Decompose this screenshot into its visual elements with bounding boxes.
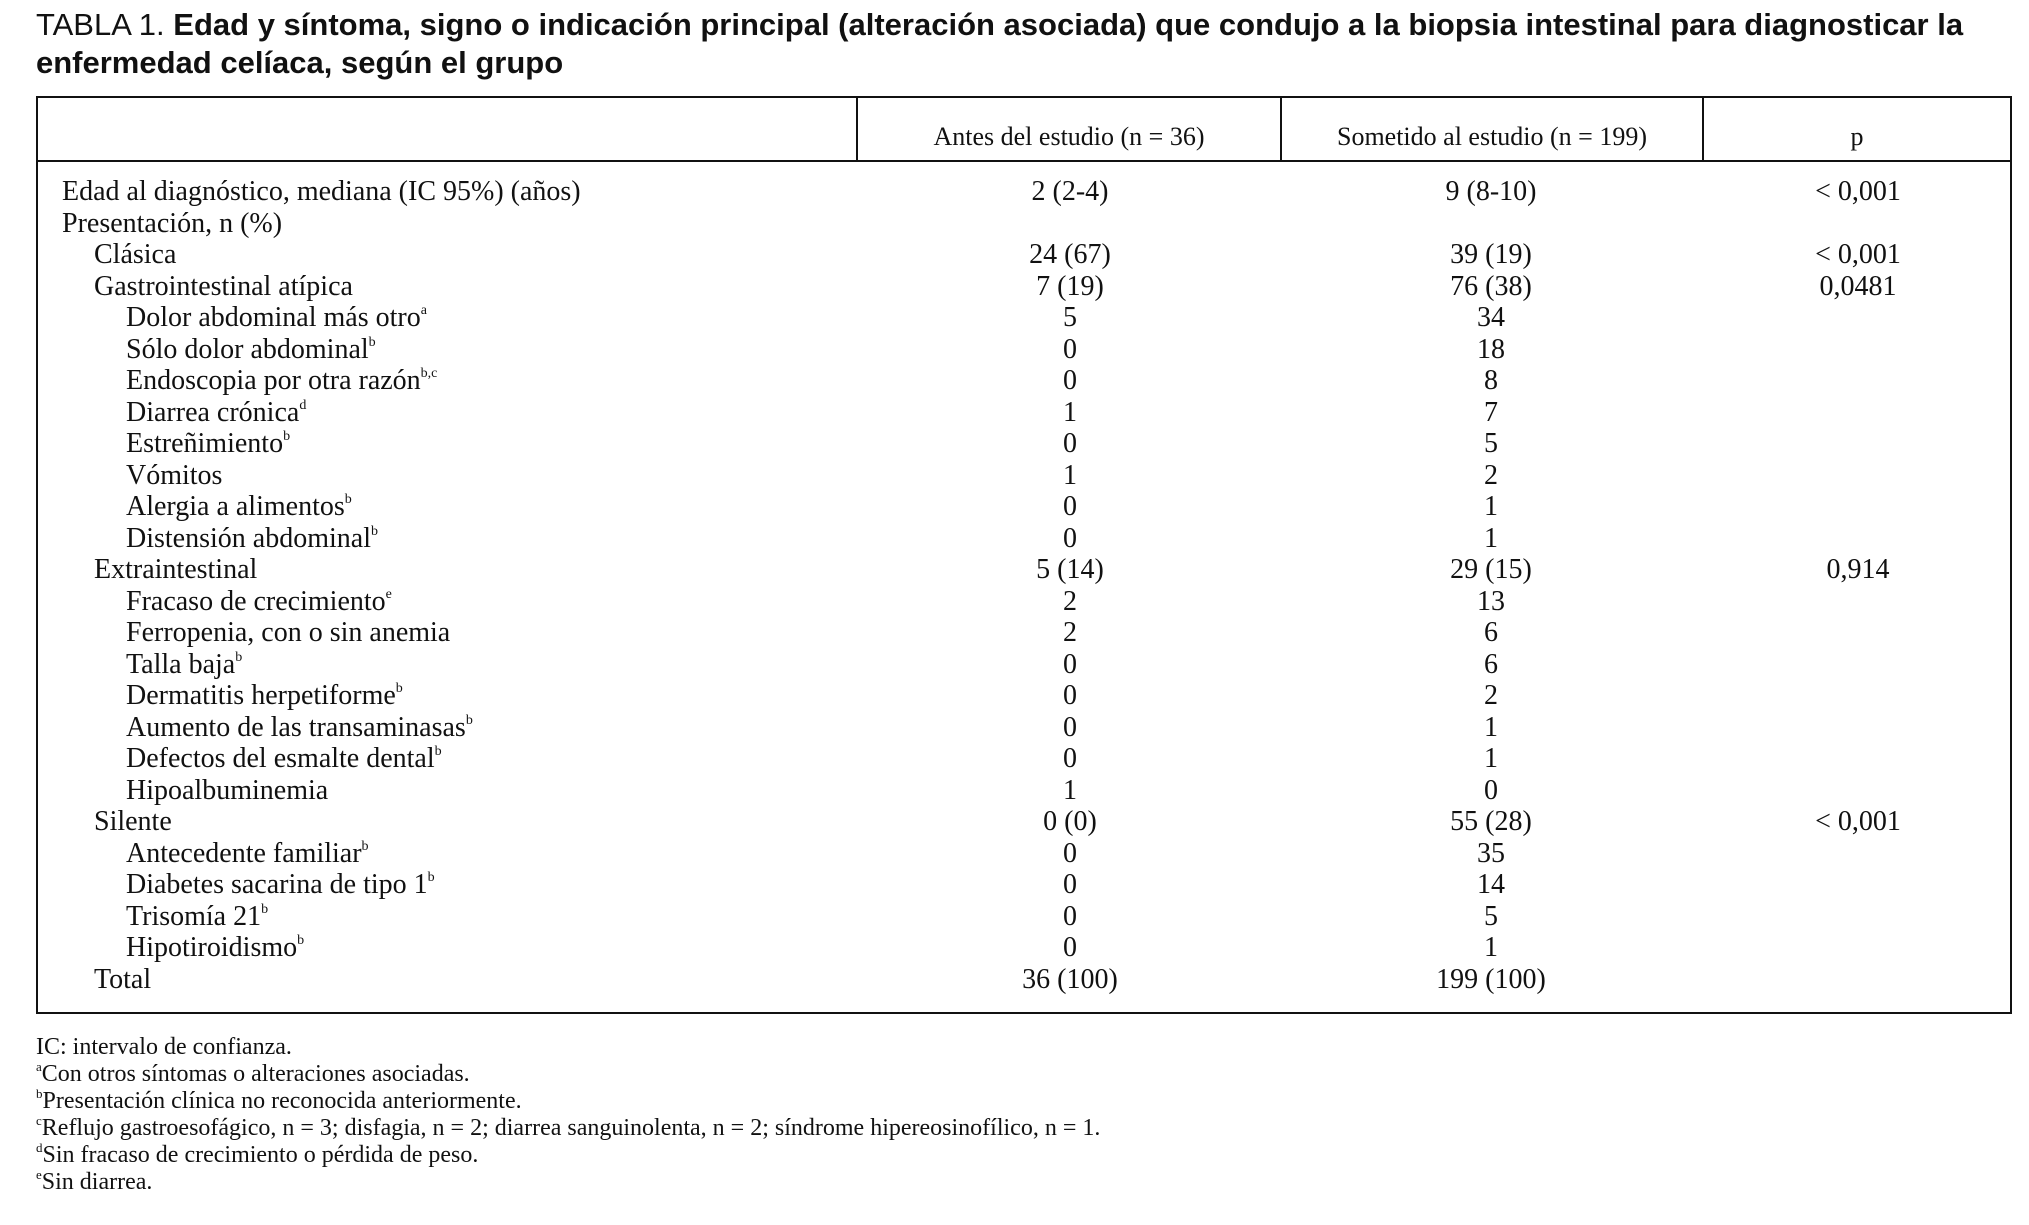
row-label-text: Vómitos bbox=[126, 459, 223, 491]
row-label-text: Clásica bbox=[94, 239, 177, 270]
row-label bbox=[94, 239, 176, 271]
value-antes: 36 (100) bbox=[1022, 963, 1118, 995]
value-antes: 0 bbox=[1063, 932, 1077, 963]
footnote-text: Presentación clínica no reconocida anteriormente. bbox=[42, 1088, 522, 1114]
table-row bbox=[38, 271, 2010, 303]
row-label-text: Gastrointestinal atípica bbox=[94, 270, 353, 302]
value-sometido: 2 bbox=[1484, 680, 1498, 711]
table-row bbox=[38, 617, 2010, 649]
table-row bbox=[38, 523, 2010, 555]
footnote-text: Con otros síntomas o alteraciones asociadas. bbox=[41, 1061, 470, 1087]
value-p: 0,914 bbox=[1826, 554, 1890, 585]
row-label-text: Ferropenia, con o sin anemia bbox=[126, 617, 451, 648]
value-antes: 5 bbox=[1063, 302, 1077, 333]
value-antes: 2 bbox=[1063, 617, 1077, 648]
table-row bbox=[38, 302, 2010, 334]
footnote-marker: b,c bbox=[420, 366, 438, 381]
value-sometido: 29 (15) bbox=[1450, 554, 1532, 585]
footnote-text: IC: intervalo de confianza. bbox=[36, 1034, 292, 1060]
table-row bbox=[38, 680, 2010, 712]
row-label-text: Edad al diagnóstico, mediana (IC 95%) (años) bbox=[62, 176, 581, 207]
row-label-text: Hipotiroidismo bbox=[126, 932, 298, 963]
value-p: < 0,001 bbox=[1815, 239, 1901, 270]
row-label-text: Hipoalbuminemia bbox=[126, 774, 329, 806]
table-row bbox=[38, 460, 2010, 492]
footnote-line bbox=[36, 1034, 1996, 1061]
footnote-marker: b bbox=[36, 1086, 43, 1101]
value-sometido: 39 (19) bbox=[1450, 239, 1532, 270]
row-label-text: Aumento de las transaminasas bbox=[126, 711, 466, 743]
row-label-text: Sólo dolor abdominal bbox=[126, 333, 369, 365]
row-label-text: Trisomía 21 bbox=[126, 900, 262, 932]
table-row bbox=[38, 964, 2010, 996]
value-antes: 1 bbox=[1063, 774, 1077, 806]
footnote-marker: b bbox=[370, 523, 378, 539]
row-label-text: Dolor abdominal más otro bbox=[126, 302, 421, 333]
value-sometido: 7 bbox=[1484, 396, 1498, 428]
footnote-line bbox=[36, 1115, 1996, 1142]
value-antes: 0 bbox=[1063, 491, 1077, 522]
row-label bbox=[126, 334, 376, 366]
row-label bbox=[126, 365, 437, 397]
footnote-marker: a bbox=[420, 303, 427, 318]
row-label bbox=[126, 680, 403, 712]
value-antes: 2 bbox=[1063, 585, 1077, 617]
value-antes: 1 bbox=[1063, 459, 1077, 491]
value-sometido: 13 bbox=[1477, 585, 1505, 617]
row-label-text: Talla baja bbox=[126, 648, 236, 680]
footnote-marker: b bbox=[283, 429, 291, 444]
row-label bbox=[126, 869, 435, 901]
table-title bbox=[36, 6, 1996, 82]
value-p: < 0,001 bbox=[1815, 806, 1901, 837]
footnote-marker: b bbox=[465, 712, 473, 728]
table-footnotes bbox=[36, 1034, 1996, 1196]
value-antes: 0 bbox=[1063, 648, 1077, 680]
row-label bbox=[62, 176, 581, 208]
footnote-marker: d bbox=[299, 397, 307, 413]
footnote-marker: b bbox=[344, 492, 352, 507]
row-label bbox=[126, 586, 392, 618]
value-antes: 0 (0) bbox=[1043, 806, 1097, 837]
table-row bbox=[38, 649, 2010, 681]
row-label bbox=[126, 302, 427, 334]
row-label-text: Defectos del esmalte dental bbox=[126, 743, 435, 774]
footnote-line bbox=[36, 1088, 1996, 1115]
footnote-marker: b bbox=[395, 681, 403, 696]
value-antes: 0 bbox=[1063, 869, 1077, 900]
footnote-text: Sin diarrea. bbox=[41, 1169, 153, 1195]
row-label-text: Dermatitis herpetiforme bbox=[126, 680, 396, 711]
value-antes: 0 bbox=[1063, 900, 1077, 932]
header-p: p bbox=[1850, 122, 1864, 151]
table-row bbox=[38, 775, 2010, 807]
footnote-text: Sin fracaso de crecimiento o pérdida de peso. bbox=[42, 1142, 479, 1168]
row-label bbox=[126, 932, 304, 964]
footnote-marker: a bbox=[36, 1059, 42, 1074]
table-row bbox=[38, 428, 2010, 460]
value-antes: 0 bbox=[1063, 365, 1077, 396]
row-label-text: Alergia a alimentos bbox=[126, 491, 345, 522]
value-sometido: 1 bbox=[1484, 522, 1498, 554]
row-label bbox=[126, 712, 473, 744]
value-sometido: 34 bbox=[1477, 302, 1505, 333]
row-label-text: Diarrea crónica bbox=[126, 396, 300, 428]
row-label bbox=[94, 806, 172, 838]
row-label-text: Endoscopia por otra razón bbox=[126, 365, 421, 396]
table-row bbox=[38, 397, 2010, 429]
value-sometido: 55 (28) bbox=[1450, 806, 1532, 837]
table-row bbox=[38, 239, 2010, 271]
table-row bbox=[38, 586, 2010, 618]
row-label-text: Diabetes sacarina de tipo 1 bbox=[126, 869, 428, 900]
row-label-text: Estreñimiento bbox=[126, 428, 284, 459]
value-antes: 7 (19) bbox=[1036, 270, 1104, 302]
value-antes: 0 bbox=[1063, 680, 1077, 711]
table-header-row bbox=[38, 98, 2010, 162]
value-antes: 5 (14) bbox=[1036, 554, 1104, 585]
row-label bbox=[126, 491, 352, 523]
footnote-marker: b bbox=[297, 933, 305, 948]
row-label bbox=[126, 743, 442, 775]
footnote-marker: b bbox=[261, 901, 269, 917]
table-row bbox=[38, 869, 2010, 901]
value-sometido: 1 bbox=[1484, 711, 1498, 743]
row-label-text: Silente bbox=[94, 806, 172, 837]
row-label-text: Fracaso de crecimiento bbox=[126, 585, 386, 617]
footnote-marker: e bbox=[385, 586, 392, 602]
value-antes: 0 bbox=[1063, 333, 1077, 365]
value-sometido: 6 bbox=[1484, 648, 1498, 680]
value-antes: 0 bbox=[1063, 522, 1077, 554]
value-antes: 0 bbox=[1063, 743, 1077, 774]
table-title-text: Edad y síntoma, signo o indicación principal (alteración asociada) que condujo a la biopsia intestinal para diagnosticar la enfermedad celíaca, según el grupo bbox=[36, 7, 1964, 80]
row-label bbox=[94, 964, 151, 996]
row-label bbox=[94, 554, 257, 586]
footnote-marker: b bbox=[361, 838, 369, 854]
value-sometido: 14 bbox=[1477, 869, 1505, 900]
footnote-marker: e bbox=[36, 1167, 42, 1182]
footnote-line bbox=[36, 1169, 1996, 1196]
value-antes: 0 bbox=[1063, 837, 1077, 869]
footnote-marker: b bbox=[368, 334, 376, 350]
footnote-text: Reflujo gastroesofágico, n = 3; disfagia, n = 2; diarrea sanguinolenta, n = 2; síndrome hipereosinofílico, n = 1. bbox=[41, 1115, 1101, 1141]
row-label bbox=[126, 901, 268, 933]
table-row bbox=[38, 208, 2010, 240]
value-sometido: 76 (38) bbox=[1450, 270, 1532, 302]
row-label bbox=[126, 460, 222, 492]
value-sometido: 5 bbox=[1484, 900, 1498, 932]
footnote-marker: d bbox=[36, 1140, 43, 1155]
row-label-text: Distensión abdominal bbox=[126, 522, 371, 554]
table-row bbox=[38, 334, 2010, 366]
table-row bbox=[38, 365, 2010, 397]
row-label bbox=[126, 523, 378, 555]
row-label bbox=[126, 775, 328, 807]
row-label bbox=[126, 838, 369, 870]
value-sometido: 8 bbox=[1484, 365, 1498, 396]
row-label bbox=[126, 397, 306, 429]
table-title-number: TABLA 1. bbox=[36, 7, 165, 42]
row-label-text: Antecedente familiar bbox=[126, 837, 362, 869]
footnote-marker: c bbox=[36, 1113, 42, 1128]
value-sometido: 2 bbox=[1484, 459, 1498, 491]
data-table bbox=[36, 96, 2012, 1014]
value-sometido: 1 bbox=[1484, 932, 1498, 963]
value-antes: 0 bbox=[1063, 711, 1077, 743]
value-sometido: 35 bbox=[1477, 837, 1505, 869]
table-row bbox=[38, 491, 2010, 523]
table-row bbox=[38, 838, 2010, 870]
value-p: < 0,001 bbox=[1815, 176, 1901, 207]
table-body bbox=[38, 176, 2010, 995]
value-sometido: 1 bbox=[1484, 491, 1498, 522]
table-row bbox=[38, 806, 2010, 838]
table-row bbox=[38, 932, 2010, 964]
header-sometido: Sometido al estudio (n = 199) bbox=[1336, 122, 1648, 151]
row-label bbox=[62, 208, 282, 240]
value-sometido: 6 bbox=[1484, 617, 1498, 648]
table-row bbox=[38, 712, 2010, 744]
footnote-marker: b bbox=[427, 870, 435, 885]
value-antes: 0 bbox=[1063, 428, 1077, 459]
value-sometido: 9 (8-10) bbox=[1445, 176, 1537, 207]
value-antes: 24 (67) bbox=[1029, 239, 1111, 270]
value-sometido: 18 bbox=[1477, 333, 1505, 365]
header-antes: Antes del estudio (n = 36) bbox=[933, 122, 1205, 151]
value-sometido: 1 bbox=[1484, 743, 1498, 774]
footnote-line bbox=[36, 1061, 1996, 1088]
table-row bbox=[38, 743, 2010, 775]
footnote-marker: b bbox=[235, 649, 243, 665]
value-p: 0,0481 bbox=[1819, 270, 1897, 302]
header-label bbox=[38, 98, 856, 160]
row-label bbox=[94, 271, 353, 303]
footnote-line bbox=[36, 1142, 1996, 1169]
value-sometido: 199 (100) bbox=[1436, 963, 1546, 995]
value-antes: 2 (2-4) bbox=[1031, 176, 1109, 207]
table-row bbox=[38, 554, 2010, 586]
value-sometido: 5 bbox=[1484, 428, 1498, 459]
row-label bbox=[126, 617, 450, 649]
value-antes: 1 bbox=[1063, 396, 1077, 428]
row-label bbox=[126, 649, 242, 681]
row-label-text: Extraintestinal bbox=[94, 554, 258, 585]
footnote-marker: b bbox=[434, 744, 442, 759]
table-row bbox=[38, 176, 2010, 208]
row-label-text: Presentación, n (%) bbox=[62, 207, 283, 239]
table-row bbox=[38, 901, 2010, 933]
value-sometido: 0 bbox=[1484, 774, 1498, 806]
row-label-text: Total bbox=[94, 963, 152, 995]
row-label bbox=[126, 428, 290, 460]
